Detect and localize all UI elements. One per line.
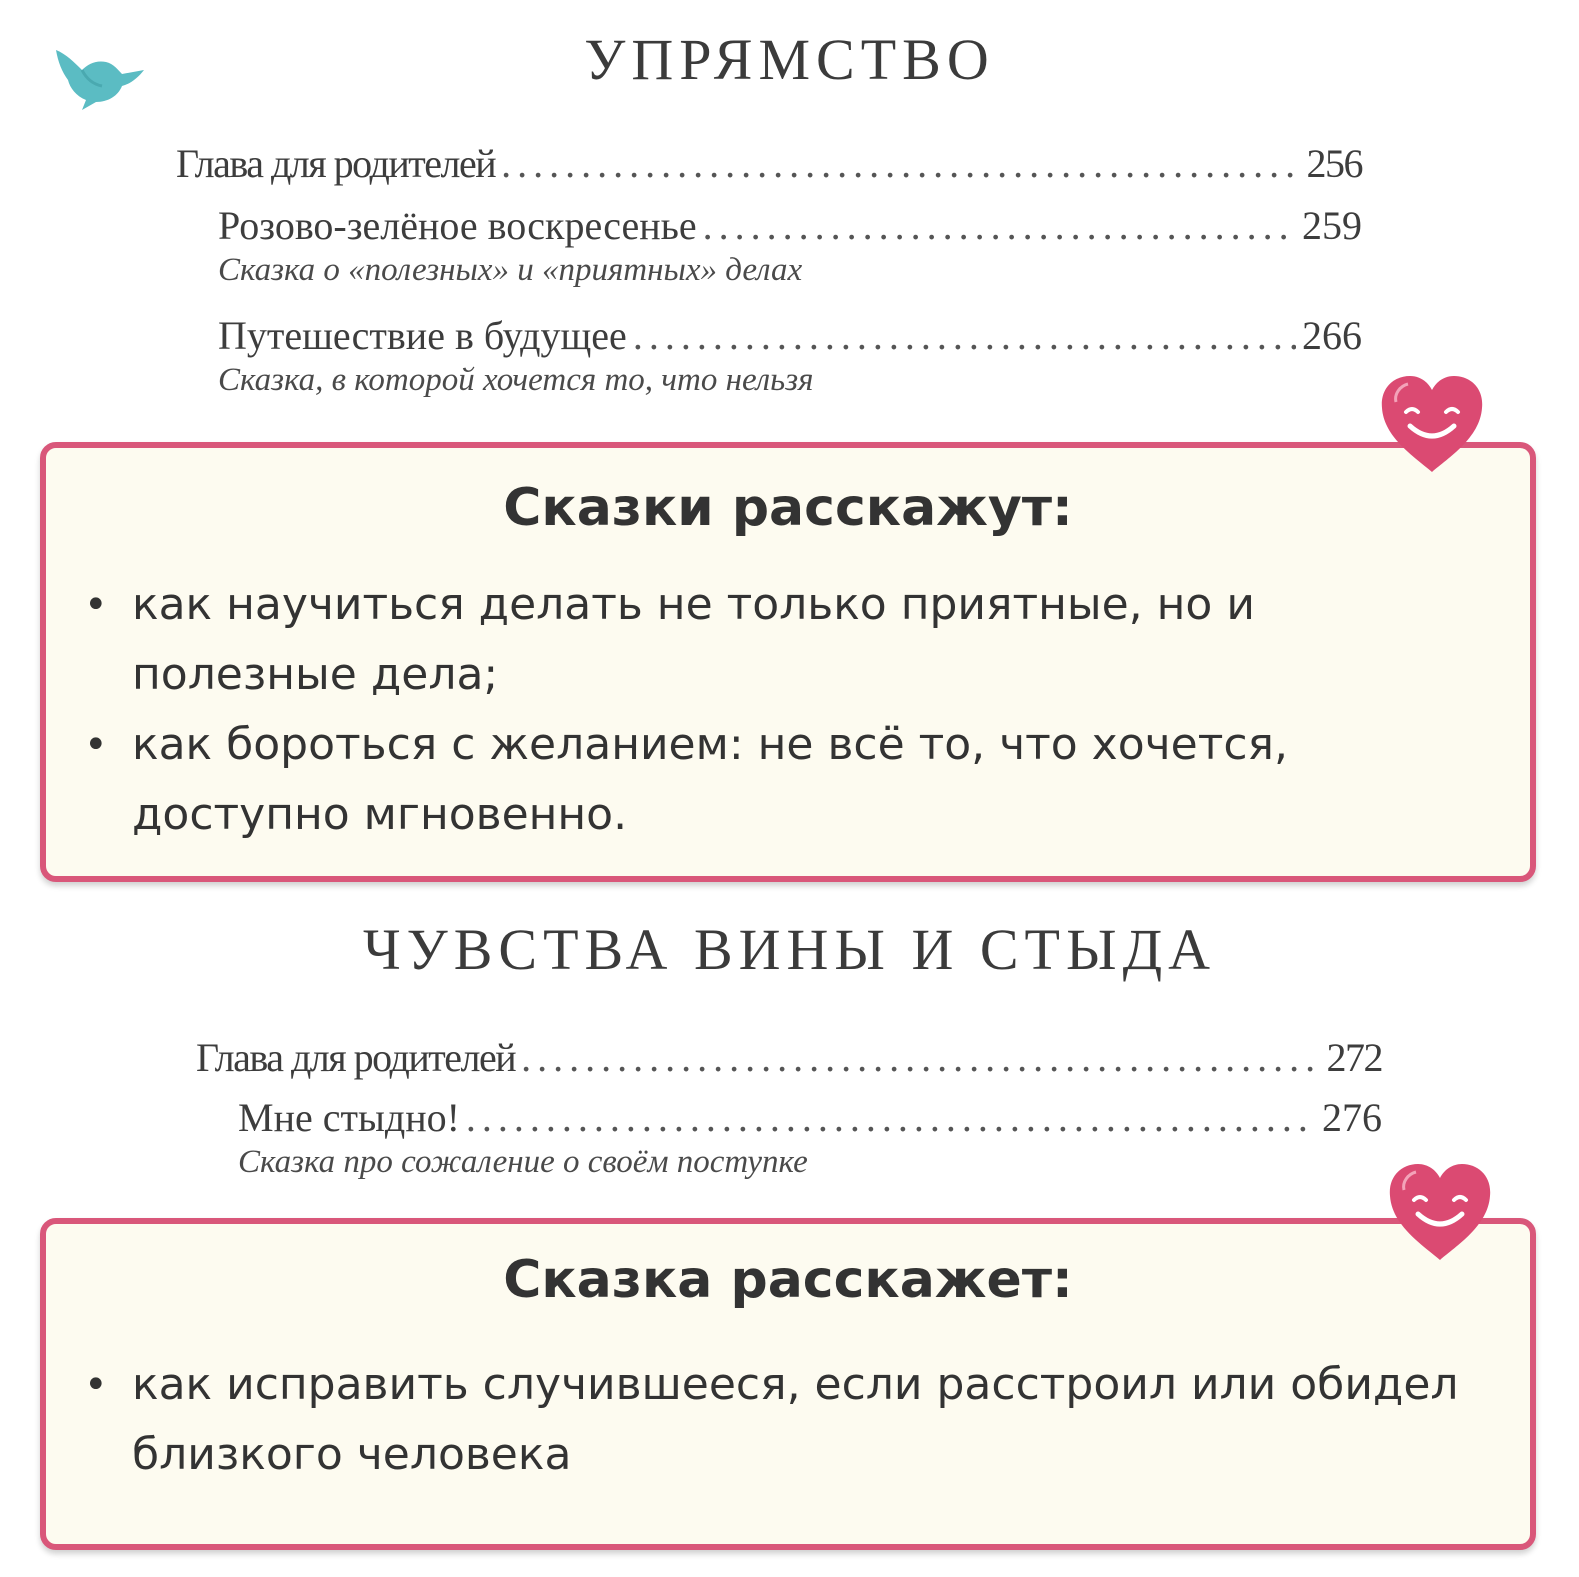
toc-entry-subtitle: Сказка о «полезных» и «приятных» делах <box>218 252 803 288</box>
toc-entry-label: Глава для родителей <box>196 1035 516 1080</box>
toc-entry[interactable] <box>238 1094 1382 1141</box>
toc-page-number: 272 <box>1326 1035 1382 1080</box>
toc-entry-label: Глава для родителей <box>176 141 496 186</box>
toc-entry-subtitle: Сказка про сожаление о своём поступке <box>238 1144 808 1180</box>
toc-dot-leader <box>521 1034 1320 1081</box>
callout-title: Сказка расскажет: <box>503 1250 1073 1310</box>
toc-entry-subtitle: Сказка, в которой хочется то, что нельзя <box>218 362 814 398</box>
toc-page-number: 256 <box>1306 141 1362 186</box>
toc-dot-leader <box>633 312 1296 359</box>
toc-page-number: 259 <box>1302 203 1362 248</box>
callout-bullet-list <box>46 570 1530 850</box>
list-item <box>46 570 1530 710</box>
toc-page-number: 266 <box>1302 313 1362 358</box>
toc-dot-leader <box>466 1094 1316 1141</box>
toc-page-number: 276 <box>1322 1095 1382 1140</box>
callout-title: Сказки расскажут: <box>503 478 1073 538</box>
toc-entry[interactable] <box>196 1034 1382 1081</box>
list-item <box>46 710 1530 850</box>
bullet-text: как бороться с желанием: не всё то, что хочется, доступно мгновенно. <box>132 719 1288 840</box>
section-title-guilt-and-shame: ЧУВСТВА ВИНЫ И СТЫДА <box>362 917 1217 982</box>
smiling-heart-icon <box>1384 1160 1496 1264</box>
toc-entry-label: Путешествие в будущее <box>218 313 627 358</box>
bullet-text: как научиться делать не только приятные, но и полезные дела; <box>132 579 1255 700</box>
toc-entry-label: Мне стыдно! <box>238 1095 460 1140</box>
toc-entry[interactable] <box>176 140 1362 187</box>
callout-box <box>40 442 1536 882</box>
toc-dot-leader <box>703 202 1296 249</box>
callout-box <box>40 1218 1536 1550</box>
toc-dot-leader <box>501 140 1300 187</box>
bullet-text: как исправить случившееся, если расстроил или обидел близкого человека <box>132 1359 1459 1480</box>
section-title-stubbornness: УПРЯМСТВО <box>584 27 995 92</box>
toc-entry-label: Розово-зелёное воскресенье <box>218 203 697 248</box>
bullet-dot: • <box>84 1362 108 1408</box>
callout-bullet-list <box>46 1350 1530 1490</box>
smiling-heart-icon <box>1376 372 1488 476</box>
toc-entry[interactable] <box>218 202 1362 249</box>
list-item <box>46 1350 1530 1490</box>
bullet-dot: • <box>84 722 108 768</box>
toc-entry[interactable] <box>218 312 1362 359</box>
bullet-dot: • <box>84 582 108 628</box>
